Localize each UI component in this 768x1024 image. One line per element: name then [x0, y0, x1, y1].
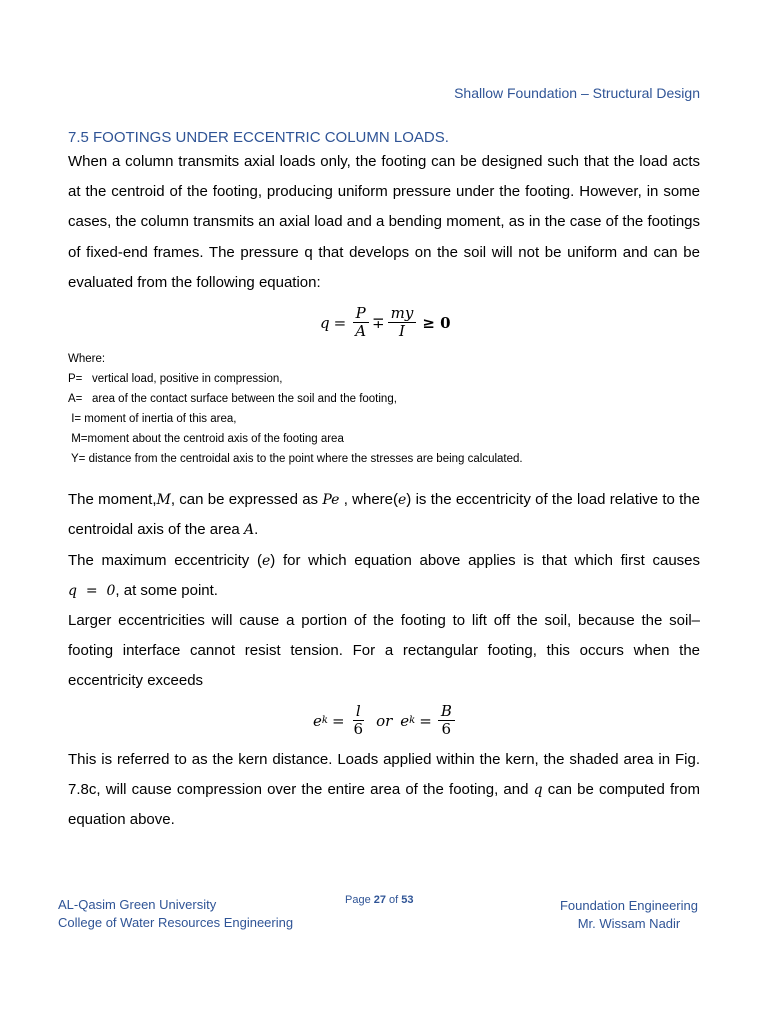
intro-paragraph: When a column transmits axial loads only, the footing can be designed such that the load acts at the centroid of the footing, producing uniform pressure under the footing. However, in some cases, the column transmits an axial load and a bending moment, as in the case of the footings of fixed-end frames. The pressure q that develops on the soil will not be uniform and can be evaluated from the following equation: — [68, 153, 700, 291]
eq1-equals: = — [333, 313, 347, 332]
footer-author: Mr. Wissam Nadir — [577, 916, 681, 931]
moment-text-5: . — [254, 521, 259, 539]
moment-var-e: e — [398, 492, 407, 508]
where-item-p: P= vertical load, positive in compression, — [68, 373, 283, 385]
eq2-lhs1: e — [313, 711, 322, 730]
footer-institution — [58, 896, 293, 932]
where-label: Where: — [68, 353, 106, 365]
where-item-y: Y= distance from the centroidal axis to the point where the stresses are being calculated. — [68, 453, 523, 465]
page-current: 27 — [373, 894, 386, 906]
max-eccentricity-paragraph — [68, 546, 700, 606]
moment-var-a: A — [243, 522, 255, 539]
page-total: 53 — [401, 894, 414, 906]
eq2-denominator-6b: 6 — [441, 720, 452, 738]
eq1-fraction-my-i — [388, 305, 417, 340]
moment-text-2: , can be expressed as — [170, 491, 323, 508]
eq1-numerator-my: my — [388, 305, 417, 323]
larger-eccentricity-paragraph: Larger eccentricities will cause a portion of the footing to lift off the soil, because the soil–footing interface cannot resist tension. For a rectangular footing, this occurs when the eccentricity exceeds — [68, 612, 700, 690]
eq2-lhs2: e — [400, 711, 410, 730]
eq2-fraction-b-6 — [438, 703, 455, 738]
eq2-numerator-l: l — [353, 703, 364, 721]
where-item-i: I= moment of inertia of this area, — [68, 413, 237, 425]
eq1-relation: ≥ 0 — [422, 313, 451, 332]
where-item-a: A= area of the contact surface between the soil and the footing, — [68, 393, 397, 405]
kern-paragraph — [68, 745, 700, 836]
maxecc-var-e: e — [261, 553, 271, 569]
eq2-sub1: k — [321, 715, 328, 726]
eq1-plus-minus: ∓ — [372, 313, 385, 332]
running-header: Shallow Foundation – Structural Design — [454, 85, 700, 101]
moment-paragraph — [68, 485, 700, 545]
eq1-fraction-p-a — [352, 305, 369, 340]
page-number — [345, 894, 414, 906]
eq2-or: or — [376, 711, 393, 730]
maxecc-var-q0: q = 0 — [68, 583, 116, 600]
footer-course-name: Foundation Engineering — [559, 898, 698, 913]
moment-text-3: , where( — [339, 491, 398, 508]
moment-text-1: The moment, — [68, 491, 157, 508]
pressure-equation — [320, 305, 451, 340]
maxecc-text-3: , at some point. — [115, 582, 218, 600]
eq1-numerator-p: P — [353, 305, 369, 323]
eq2-numerator-b: B — [438, 703, 455, 721]
footer-course — [560, 897, 698, 933]
eq2-sub2: k — [409, 715, 416, 726]
kern-text-1: This is referred to as the kern distance. Loads applied within the kern, the shaded area in Fig. 7.8c, will cause compression over the entire area of the footing, and — [68, 751, 700, 799]
page-label: Page — [345, 894, 374, 906]
moment-var-m: M — [156, 492, 171, 508]
section-title: 7.5 FOOTINGS UNDER ECCENTRIC COLUMN LOADS. — [68, 129, 449, 146]
kern-equation — [313, 703, 457, 738]
eq1-lhs: q — [320, 313, 330, 332]
eq1-denominator-a: A — [355, 322, 367, 340]
kern-var-q: q — [533, 782, 543, 799]
maxecc-text-1: The maximum eccentricity ( — [68, 552, 262, 569]
eq2-fraction-l-6 — [351, 703, 367, 738]
moment-var-pe: Pe — [322, 492, 340, 508]
footer-university: AL-Qasim Green University — [58, 897, 217, 912]
where-item-m: M=moment about the centroid axis of the footing area — [68, 433, 344, 445]
where-list — [68, 349, 523, 469]
maxecc-text-2: ) for which equation above applies is that which first causes — [270, 552, 701, 569]
page-of: of — [386, 894, 402, 906]
eq2-equals2: = — [419, 711, 432, 730]
moment-text-4: ) is the eccentricity of the load relative to the centroidal axis of the area — [68, 491, 700, 539]
eq2-denominator-6a: 6 — [353, 720, 364, 738]
kern-text-2: can be computed from equation above. — [68, 781, 700, 829]
eq2-equals1: = — [331, 711, 345, 730]
footer-college: College of Water Resources Engineering — [58, 915, 294, 930]
eq1-denominator-i: I — [398, 322, 405, 340]
